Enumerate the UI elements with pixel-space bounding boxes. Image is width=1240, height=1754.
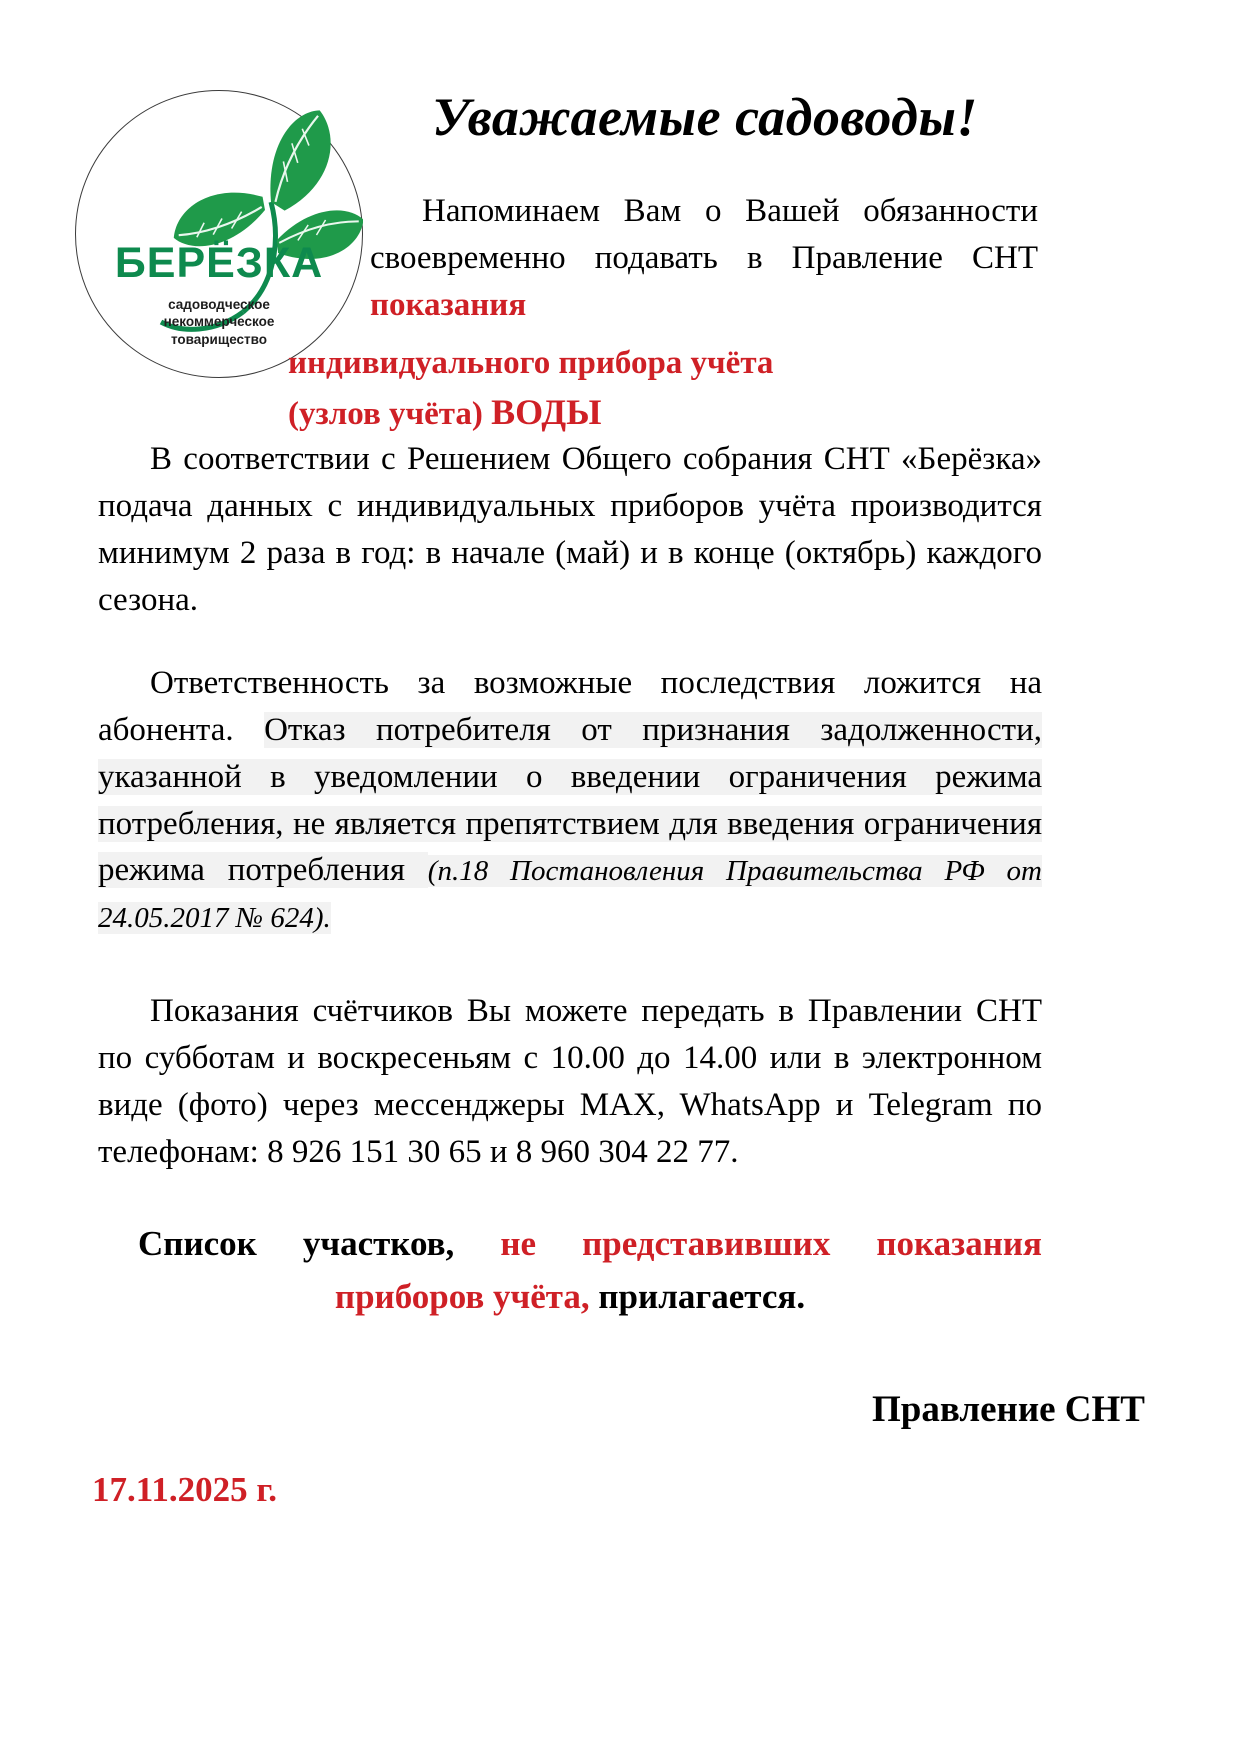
intro-paragraph bbox=[370, 188, 1038, 329]
conclusion-red-middle: не представивших показания приборов учёта, bbox=[334, 1224, 1042, 1316]
logo-subtitle-line-3: товарищество bbox=[170, 331, 268, 347]
paragraph-submission-details: Показания счётчиков Вы можете передать в Правлении СНТ по субботам и воскресеньям с 10.00 до 14.00 или в электронном виде (фото) через мессенджеры MAX, WhatsApp и Telegram по телефонам: 8 926 151 30 65 и 8 960 304 22 77. bbox=[98, 993, 1042, 1170]
responsibility-highlighted-text: Отказ потребителя от признания задолженности, указанной в уведомлении о введении ограничения режима потребления, не является препятствием для введения ограничения режима потребления bbox=[98, 711, 1042, 889]
intro-red-nodes: (узлов учёта) bbox=[288, 395, 483, 432]
intro-red-water: ВОДЫ bbox=[491, 391, 602, 432]
logo-subtitle-line-2: некоммерческое bbox=[163, 314, 275, 330]
responsibility-plain-text: Ответственность за возможные последствия ложится на абонента. bbox=[98, 665, 1042, 748]
intro-red-continuation bbox=[288, 340, 1040, 438]
document-date: 17.11.2025 г. bbox=[92, 1470, 278, 1509]
intro-red-showings: показания bbox=[370, 286, 527, 323]
page-title: Уважаемые садоводы! bbox=[432, 87, 978, 147]
paragraph-responsibility bbox=[98, 660, 1042, 941]
intro-red-device: индивидуального прибора учёта bbox=[288, 345, 774, 381]
conclusion-black-end: прилагается. bbox=[589, 1276, 806, 1316]
conclusion-black-start: Список участков, bbox=[138, 1224, 501, 1263]
logo-subtitle-line-1: садоводческое bbox=[168, 297, 270, 312]
logo-brand-text: БЕРЁЗКА bbox=[114, 239, 324, 287]
paragraph-general-meeting: В соответствии с Решением Общего собрания СНТ «Берёзка» подача данных с индивидуальных приборов учёта производится минимум 2 раза в год: в начале (май) и в конце (октябрь) каждого сезона. bbox=[98, 441, 1042, 618]
legal-citation: (п.18 Постановления Правительства РФ от 24.05.2017 № 624). bbox=[98, 855, 1042, 935]
snt-logo bbox=[75, 90, 365, 380]
logo-subtitle bbox=[75, 296, 363, 348]
conclusion-block bbox=[98, 1218, 1042, 1323]
intro-lead-text: Напоминаем Вам о Вашей обязанности своевременно подавать в Правление СНТ bbox=[370, 193, 1038, 276]
signature-board: Правление СНТ bbox=[871, 1389, 1145, 1430]
